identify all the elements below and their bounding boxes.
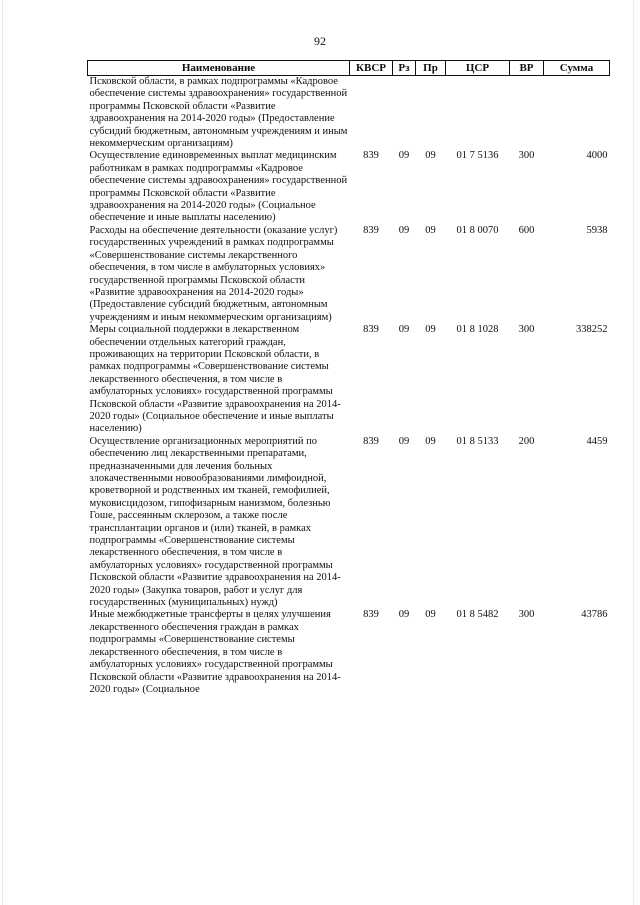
table-row — [88, 150, 610, 224]
budget-table — [87, 60, 610, 696]
row-sum: 5938 — [586, 224, 608, 236]
row-pr — [416, 76, 446, 151]
row-vr: 600 — [518, 224, 535, 236]
row-sum — [544, 76, 610, 151]
row-rz: 09 — [398, 435, 410, 447]
row-sum: 338252 — [576, 324, 608, 336]
row-rz: 09 — [398, 150, 410, 162]
table-row — [88, 436, 610, 610]
row-vr: 200 — [518, 435, 535, 447]
header-sum: Сумма — [544, 61, 610, 76]
row-vr: 300 — [518, 150, 535, 162]
table-header-row — [88, 61, 610, 76]
row-sum: 4459 — [586, 435, 608, 447]
row-name: Осуществление единовременных выплат медицинским работникам в рамках подпрограммы «Кадровое обеспечение системы здравоохранения» государственной программы Псковской области «Развитие здравоохранения на 2014-2020 годы» (Социальное обеспечение и иные выплаты населению) — [89, 150, 348, 224]
row-sum: 4000 — [586, 150, 608, 162]
row-name: Иные межбюджетные трансферты в целях улучшения лекарственного обеспечения граждан в рамках подпрограммы «Совершенствование системы лекарственного обеспечения, в том числе в амбулаторных условиях» государственной программы Псковской области «Развитие здравоохранения на 2014-2020 годы» (Социальное — [89, 609, 341, 695]
row-kvsr: 839 — [363, 224, 379, 236]
row-kvsr: 839 — [363, 609, 379, 621]
header-kvsr: КВСР — [350, 61, 393, 76]
row-pr: 09 — [425, 150, 436, 162]
row-kvsr — [350, 76, 393, 151]
row-csr: 01 8 5482 — [456, 609, 499, 621]
row-pr: 09 — [425, 224, 436, 236]
row-rz: 09 — [398, 224, 410, 236]
row-vr — [510, 76, 544, 151]
row-kvsr: 839 — [363, 324, 379, 336]
table-row — [88, 225, 610, 324]
row-csr: 01 7 5136 — [456, 150, 499, 162]
row-name: Расходы на обеспечение деятельности (оказание услуг) государственных учреждений в рамках подпрограммы «Совершенствование системы лекарственного обеспечения, в том числе в амбулаторных условиях» государственной программы Псковской области «Развитие здравоохранения на 2014-2020 годы» (Предоставление субсидий бюджетным, автономным учреждениям и иным некоммерческим организациям) — [89, 224, 338, 323]
row-kvsr: 839 — [363, 150, 379, 162]
row-sum: 43786 — [581, 609, 608, 621]
row-csr: 01 8 0070 — [456, 224, 499, 236]
header-pr: Пр — [416, 61, 446, 76]
header-rz: Рз — [393, 61, 416, 76]
header-name: Наименование — [88, 61, 350, 76]
header-csr: ЦСР — [446, 61, 510, 76]
scan-edge-right — [633, 0, 634, 905]
scan-edge-left — [2, 0, 3, 905]
row-vr: 300 — [518, 609, 535, 621]
row-kvsr: 839 — [363, 435, 379, 447]
table-row — [88, 324, 610, 436]
table-row — [88, 609, 610, 696]
row-rz — [393, 76, 416, 151]
row-pr: 09 — [425, 435, 436, 447]
row-rz: 09 — [398, 609, 410, 621]
row-pr: 09 — [425, 324, 436, 336]
page-number: 92 — [314, 34, 326, 48]
row-csr: 01 8 5133 — [456, 435, 499, 447]
row-name: Осуществление организационных мероприятий по обеспечению лиц лекарственными препаратами, предназначенными для лечения больных злокачественными новообразованиями лимфоидной, кроветворной и родственных им тканей, гемофилией, муковисцидозом, гипофизарным нанизмом, болезнью Гоше, рассеянным склерозом, а также после трансплантации органов и (или) тканей, в рамках подпрограммы «Совершенствование системы лекарственного обеспечения, в том числе в амбулаторных условиях» государственной программы Псковской области «Развитие здравоохранения на 2014-2020 годы» (Закупка товаров, работ и услуг для государственных (муниципальных) нужд) — [89, 435, 341, 609]
row-csr — [446, 76, 510, 151]
row-name: Псковской области, в рамках подпрограммы «Кадровое обеспечение системы здравоохранения» государственной программы Псковской области «Развитие здравоохранения на 2014-2020 годы» (Предоставление субсидий бюджетным, автономным учреждениям и иным некоммерческим организациям) — [89, 76, 348, 150]
table-row — [88, 76, 610, 151]
row-vr: 300 — [518, 324, 535, 336]
row-pr: 09 — [425, 609, 436, 621]
row-rz: 09 — [398, 324, 410, 336]
header-vr: ВР — [510, 61, 544, 76]
row-csr: 01 8 1028 — [456, 324, 499, 336]
row-name: Меры социальной поддержки в лекарственном обеспечении отдельных категорий граждан, проживающих на территории Псковской области, в рамках подпрограммы «Совершенствование системы лекарственного обеспечения, в том числе в амбулаторных условиях» государственной программы Псковской области «Развитие здравоохранения на 2014-2020 годы» (Социальное обеспечение и иные выплаты населению) — [89, 324, 341, 435]
